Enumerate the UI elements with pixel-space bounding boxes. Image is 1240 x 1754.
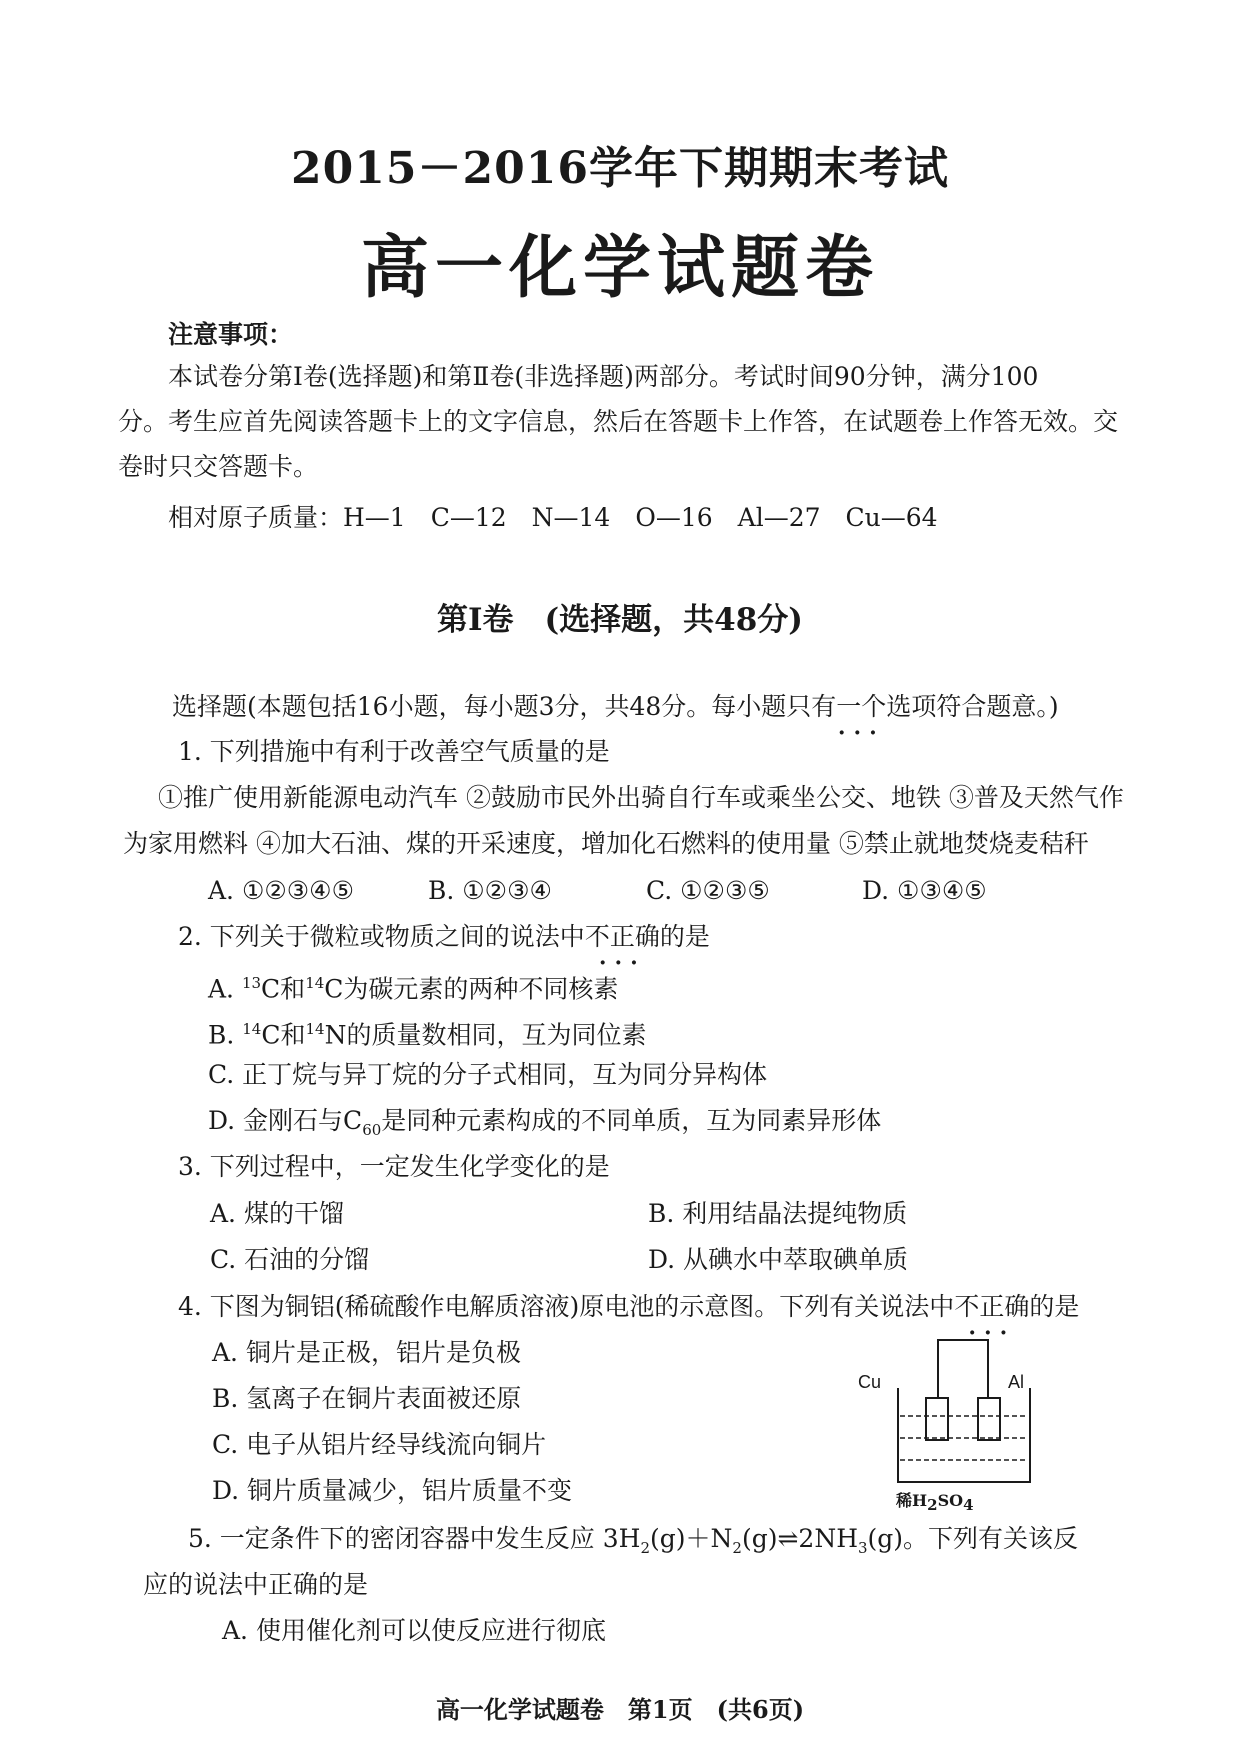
q2a-sup1: 13 [241, 974, 262, 992]
notice-label: 注意事项： [168, 320, 294, 349]
question-3-option-d: D. 从碘水中萃取碘单质 [648, 1245, 909, 1274]
question-4-option-b: B. 氢离子在铜片表面被还原 [212, 1384, 522, 1413]
question-1-text-1: ①推广使用新能源电动汽车 ②鼓励市民外出骑自行车或乘坐公交、地铁 ③普及天然气作 [158, 783, 1124, 812]
q2b-mid: C和 [261, 1020, 306, 1050]
q2a-label: A. [208, 974, 242, 1004]
q5-m1: (g)＋N [650, 1524, 733, 1553]
q2a-sup2: 14 [305, 974, 325, 992]
question-2-option-a [208, 966, 618, 1006]
intro-emphasis: 一个 ··· [836, 692, 886, 721]
section-intro [172, 690, 1059, 724]
question-1-option-d: D. ①③④⑤ [862, 876, 987, 905]
notice-line-3: 卷时只交答题卡。 [118, 452, 319, 481]
sol-sub1: 2 [927, 1496, 938, 1515]
exam-subtitle: 高一化学试题卷 [360, 228, 879, 308]
notice-line-2: 分。考生应首先阅读答题卡上的文字信息，然后在答题卡上作答，在试题卷上作答无效。交 [118, 407, 1119, 436]
question-2-stem [178, 920, 710, 954]
question-4-option-d: D. 铜片质量减少，铝片质量不变 [212, 1476, 573, 1505]
q2a-post: C为碳元素的两种不同核素 [324, 974, 619, 1004]
q5-sub1: 2 [640, 1539, 651, 1557]
question-1-text-2: 为家用燃料 ④加大石油、煤的开采速度，增加化石燃料的使用量 ⑤禁止就地焚烧麦秸秆 [123, 829, 1089, 858]
intro-text-end: 选项符合题意。) [886, 692, 1059, 721]
q2d-sub: 60 [362, 1121, 382, 1139]
question-3-stem: 3. 下列过程中，一定发生化学变化的是 [178, 1152, 610, 1181]
sol-pre: 稀H [896, 1491, 928, 1510]
atomic-mass: 相对原子质量：H—1 C—12 N—14 O—16 Al—27 Cu—64 [168, 503, 938, 532]
q4-stem-end: 的是 [1029, 1292, 1080, 1321]
question-2-option-d [208, 1104, 881, 1147]
notice-line-1: 本试卷分第Ⅰ卷(选择题)和第Ⅱ卷(非选择题)两部分。考试时间90分钟，满分100 [168, 362, 1039, 391]
question-4-stem [178, 1290, 1079, 1324]
intro-text: 选择题(本题包括16小题，每小题3分，共48分。每小题只有 [172, 692, 837, 721]
question-5-stem [188, 1522, 1078, 1565]
q5-m2: (g)⇌2NH [741, 1524, 858, 1553]
wire [938, 1340, 988, 1398]
sol-sub2: 4 [963, 1496, 974, 1515]
al-label: Al [1008, 1372, 1025, 1392]
q5-post: (g)。下列有关该反 [867, 1524, 1079, 1553]
question-2-option-c: C. 正丁烷与异丁烷的分子式相同，互为同分异构体 [208, 1060, 768, 1089]
aluminum-electrode [978, 1398, 1000, 1440]
question-2-option-b [208, 1012, 646, 1052]
q2b-post: N的质量数相同，互为同位素 [324, 1020, 647, 1050]
q2d-post: 是同种元素构成的不同单质，互为同素异形体 [381, 1106, 882, 1135]
question-5-option-a: A. 使用催化剂可以使反应进行彻底 [222, 1616, 606, 1645]
question-4-option-c: C. 电子从铝片经导线流向铜片 [212, 1430, 547, 1459]
question-1-option-a: A. ①②③④⑤ [208, 876, 355, 905]
question-3-option-a: A. 煤的干馏 [210, 1199, 344, 1228]
question-3-option-c: C. 石油的分馏 [210, 1245, 370, 1274]
q5-sub2: 2 [732, 1539, 742, 1557]
page-footer: 高一化学试题卷 第1页 (共6页) [435, 1695, 805, 1724]
q4-stem-text: 4. 下图为铜铝(稀硫酸作电解质溶液)原电池的示意图。下列有关说法中 [178, 1292, 955, 1321]
question-1-option-c: C. ①②③⑤ [646, 876, 770, 905]
beaker [898, 1388, 1030, 1482]
solution-label [896, 1488, 974, 1514]
q2a-mid: C和 [261, 974, 306, 1004]
q2-stem-text: 2. 下列关于微粒或物质之间的说法中 [178, 922, 585, 951]
question-4-option-a: A. 铜片是正极，铝片是负极 [212, 1338, 521, 1367]
q2b-label: B. [208, 1020, 243, 1050]
q5-sub3: 3 [858, 1539, 868, 1557]
question-3-option-b: B. 利用结晶法提纯物质 [648, 1199, 908, 1228]
q2d-pre: D. 金刚石与C [208, 1106, 363, 1135]
copper-electrode [926, 1398, 948, 1440]
q2-stem-end: 的是 [659, 922, 710, 951]
q2b-sup1: 14 [242, 1020, 262, 1038]
q5-pre: 5. 一定条件下的密闭容器中发生反应 3H [188, 1524, 641, 1553]
q2-stem-emphasis: 不正确 ··· [585, 922, 660, 951]
galvanic-cell-diagram [858, 1330, 1078, 1520]
q2b-sup2: 14 [305, 1020, 325, 1038]
question-5-stem-2: 应的说法中正确的是 [143, 1570, 369, 1599]
question-1-option-b: B. ①②③④ [428, 876, 552, 905]
cu-label: Cu [858, 1372, 882, 1392]
sol-mid: SO [937, 1491, 964, 1510]
exam-title: 2015－2016学年下期期末考试 [291, 143, 949, 194]
section-heading: 第Ⅰ卷 (选择题，共48分) [437, 602, 803, 638]
question-1-stem: 1. 下列措施中有利于改善空气质量的是 [178, 737, 610, 766]
q4-stem-emphasis: 不正确 ··· [954, 1292, 1029, 1321]
